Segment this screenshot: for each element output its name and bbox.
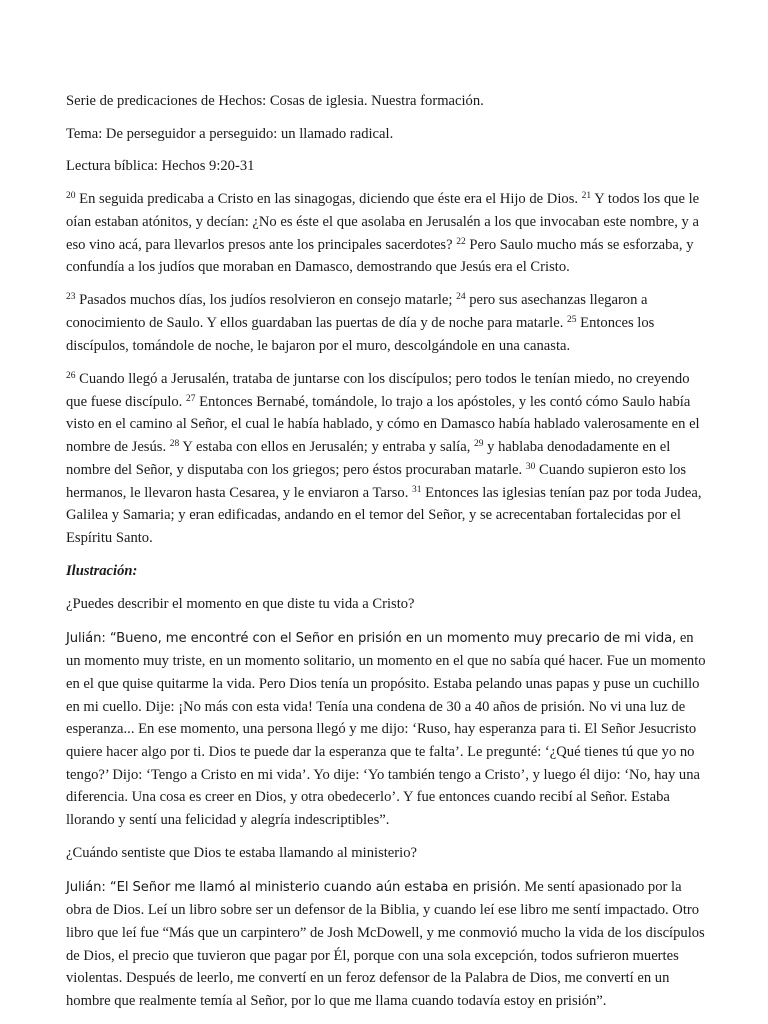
series-line: Serie de predicaciones de Hechos: Cosas de iglesia. Nuestra formación. [66,93,484,109]
verse-text: y hablaba denodadamente en el nombre del Señor, y disputaba con los griegos; pero éstos procuraban matarle. [66,439,671,478]
verse-text: Entonces Bernabé, tomándole, lo trajo a los apóstoles, y les contó cómo Saulo había visto en el camino al Señor, el cual le había hablado, y cómo en Damasco había hablado valerosamente en el nombre de Jesús. [66,393,700,456]
verse-number: 28 [169,439,180,450]
verse-text: Cuando supieron esto los hermanos, le llevaron hasta Cesarea, y le enviaron a Tarso. [66,461,687,501]
answer-1-lead: Julián: “Bueno, me encontré con el Señor en prisión en un momento muy precario de mi vida, [66,630,677,646]
answer-1-body: en un momento muy triste, en un momento solitario, un momento en el que no sabía qué hacer. Fue un momento en el que quise quitarme la vida. Pero Dios tenía un propósito. Estaba pelando unas papas y puse un cuchillo en mi cuello. Dije: ¡No más con esta vida! Tenía una condena de 30 a 40 años de prisión. No vi una luz de esperanza... En ese momento, una persona llegó y me dijo: ‘Ruso, hay esperanza para ti. El Señor Jesucristo quiere hacer algo por ti. Dios te puede dar la esperanza que te falta’. Le pregunté: ‘¿Qué tienes tú que yo no tengo?’ Dijo: ‘Tengo a Cristo en mi vida’. Yo dije: ‘Yo también tengo a Cristo’, y luego él dijo: ‘No, hay una diferencia. Una cosa es creer en Dios, y otra obedecerlo’. Y fue entonces cuando recibí al Señor. Estaba llorando y sentí una felicidad y alegría indescriptibles”. [66,629,706,829]
verse-text: Entonces los discípulos, tomándole de noche, le bajaron por el muro, descolgándole en una canasta. [66,315,655,354]
verse-number: 20 [66,191,76,202]
verse-text: En seguida predicaba a Cristo en las sinagogas, diciendo que éste era el Hijo de Dios. [75,191,582,208]
verse-text: Y todos los que le oían estaban atónitos, y decían: ¿No es éste el que asolaba en Jerusalén a los que invocaban este nombre, y a eso vino acá, para llevarlos presos ante los principales sacerdotes? [66,191,700,253]
document-page [66,90,706,1023]
tema-line: Tema: De perseguidor a perseguido: un llamado radical. [66,125,394,142]
verse-number: 31 [412,484,422,495]
answer-1 [66,627,706,832]
verse-number: 23 [66,292,76,303]
answer-2-lead: Julián: “El Señor me llamó al ministerio cuando aún estaba en prisión. [66,879,521,895]
verse-number: 30 [525,461,536,472]
question-2: ¿Cuándo sentiste que Dios te estaba llamando al ministerio? [66,845,417,862]
lectura-line: Lectura bíblica: Hechos 9:20-31 [66,158,255,175]
verse-text: pero sus asechanzas llegaron a conocimiento de Saulo. Y ellos guardaban las puertas de día y de noche para matarle. [66,292,648,332]
answer-2 [66,876,706,1013]
verse-number: 29 [474,439,484,450]
answer-2-body: Me sentí apasionado por la obra de Dios. Leí un libro sobre ser un defensor de la Biblia, y cuando leí ese libro me sentí impactado. Otro libro que leí fue “Más que un carpintero” de Josh McDowell, y me conmovió mucho la vida de los discípulos de Dios, el precio que tuvieron que pagar por Él, porque con una sola excepción, todos sufrieron muertes violentas. Después de leerlo, me convertí en un feroz defensor de la Palabra de Dios, me convertí en un hombre que realmente temía al Señor, por lo que me llama cuando todavía estoy en prisión”. [66,878,705,1010]
question-1: ¿Puedes describir el momento en que diste tu vida a Cristo? [66,596,415,613]
illustration-heading: Ilustración: [66,563,138,580]
verse-text: Y estaba con ellos en Jerusalén; y entraba y salía, [179,439,475,456]
verse-number: 24 [456,292,466,303]
verse-text: Cuando llegó a Jerusalén, trataba de juntarse con los discípulos; pero todos le tenían miedo, no creyendo que fuese discípulo. [66,371,690,410]
scripture-paragraph-3 [66,368,706,550]
verse-number: 26 [66,371,76,382]
verse-text: Pero Saulo mucho más se esforzaba, y confundía a los judíos que moraban en Damasco, demostrando que Jesús era el Cristo. [66,236,694,276]
scripture-paragraph-2 [66,289,706,357]
verse-text: Entonces las iglesias tenían paz por toda Judea, Galilea y Samaria; y eran edificadas, andando en el temor del Señor, y se acrecentaban fortalecidas por el Espíritu Santo. [66,484,702,546]
verse-number: 25 [567,315,577,326]
scripture-paragraph-1 [66,188,706,279]
verse-number: 21 [581,191,592,202]
verse-number: 22 [456,236,466,247]
verse-number: 27 [185,393,196,404]
verse-text: Pasados muchos días, los judíos resolvieron en consejo matarle; [75,292,457,309]
